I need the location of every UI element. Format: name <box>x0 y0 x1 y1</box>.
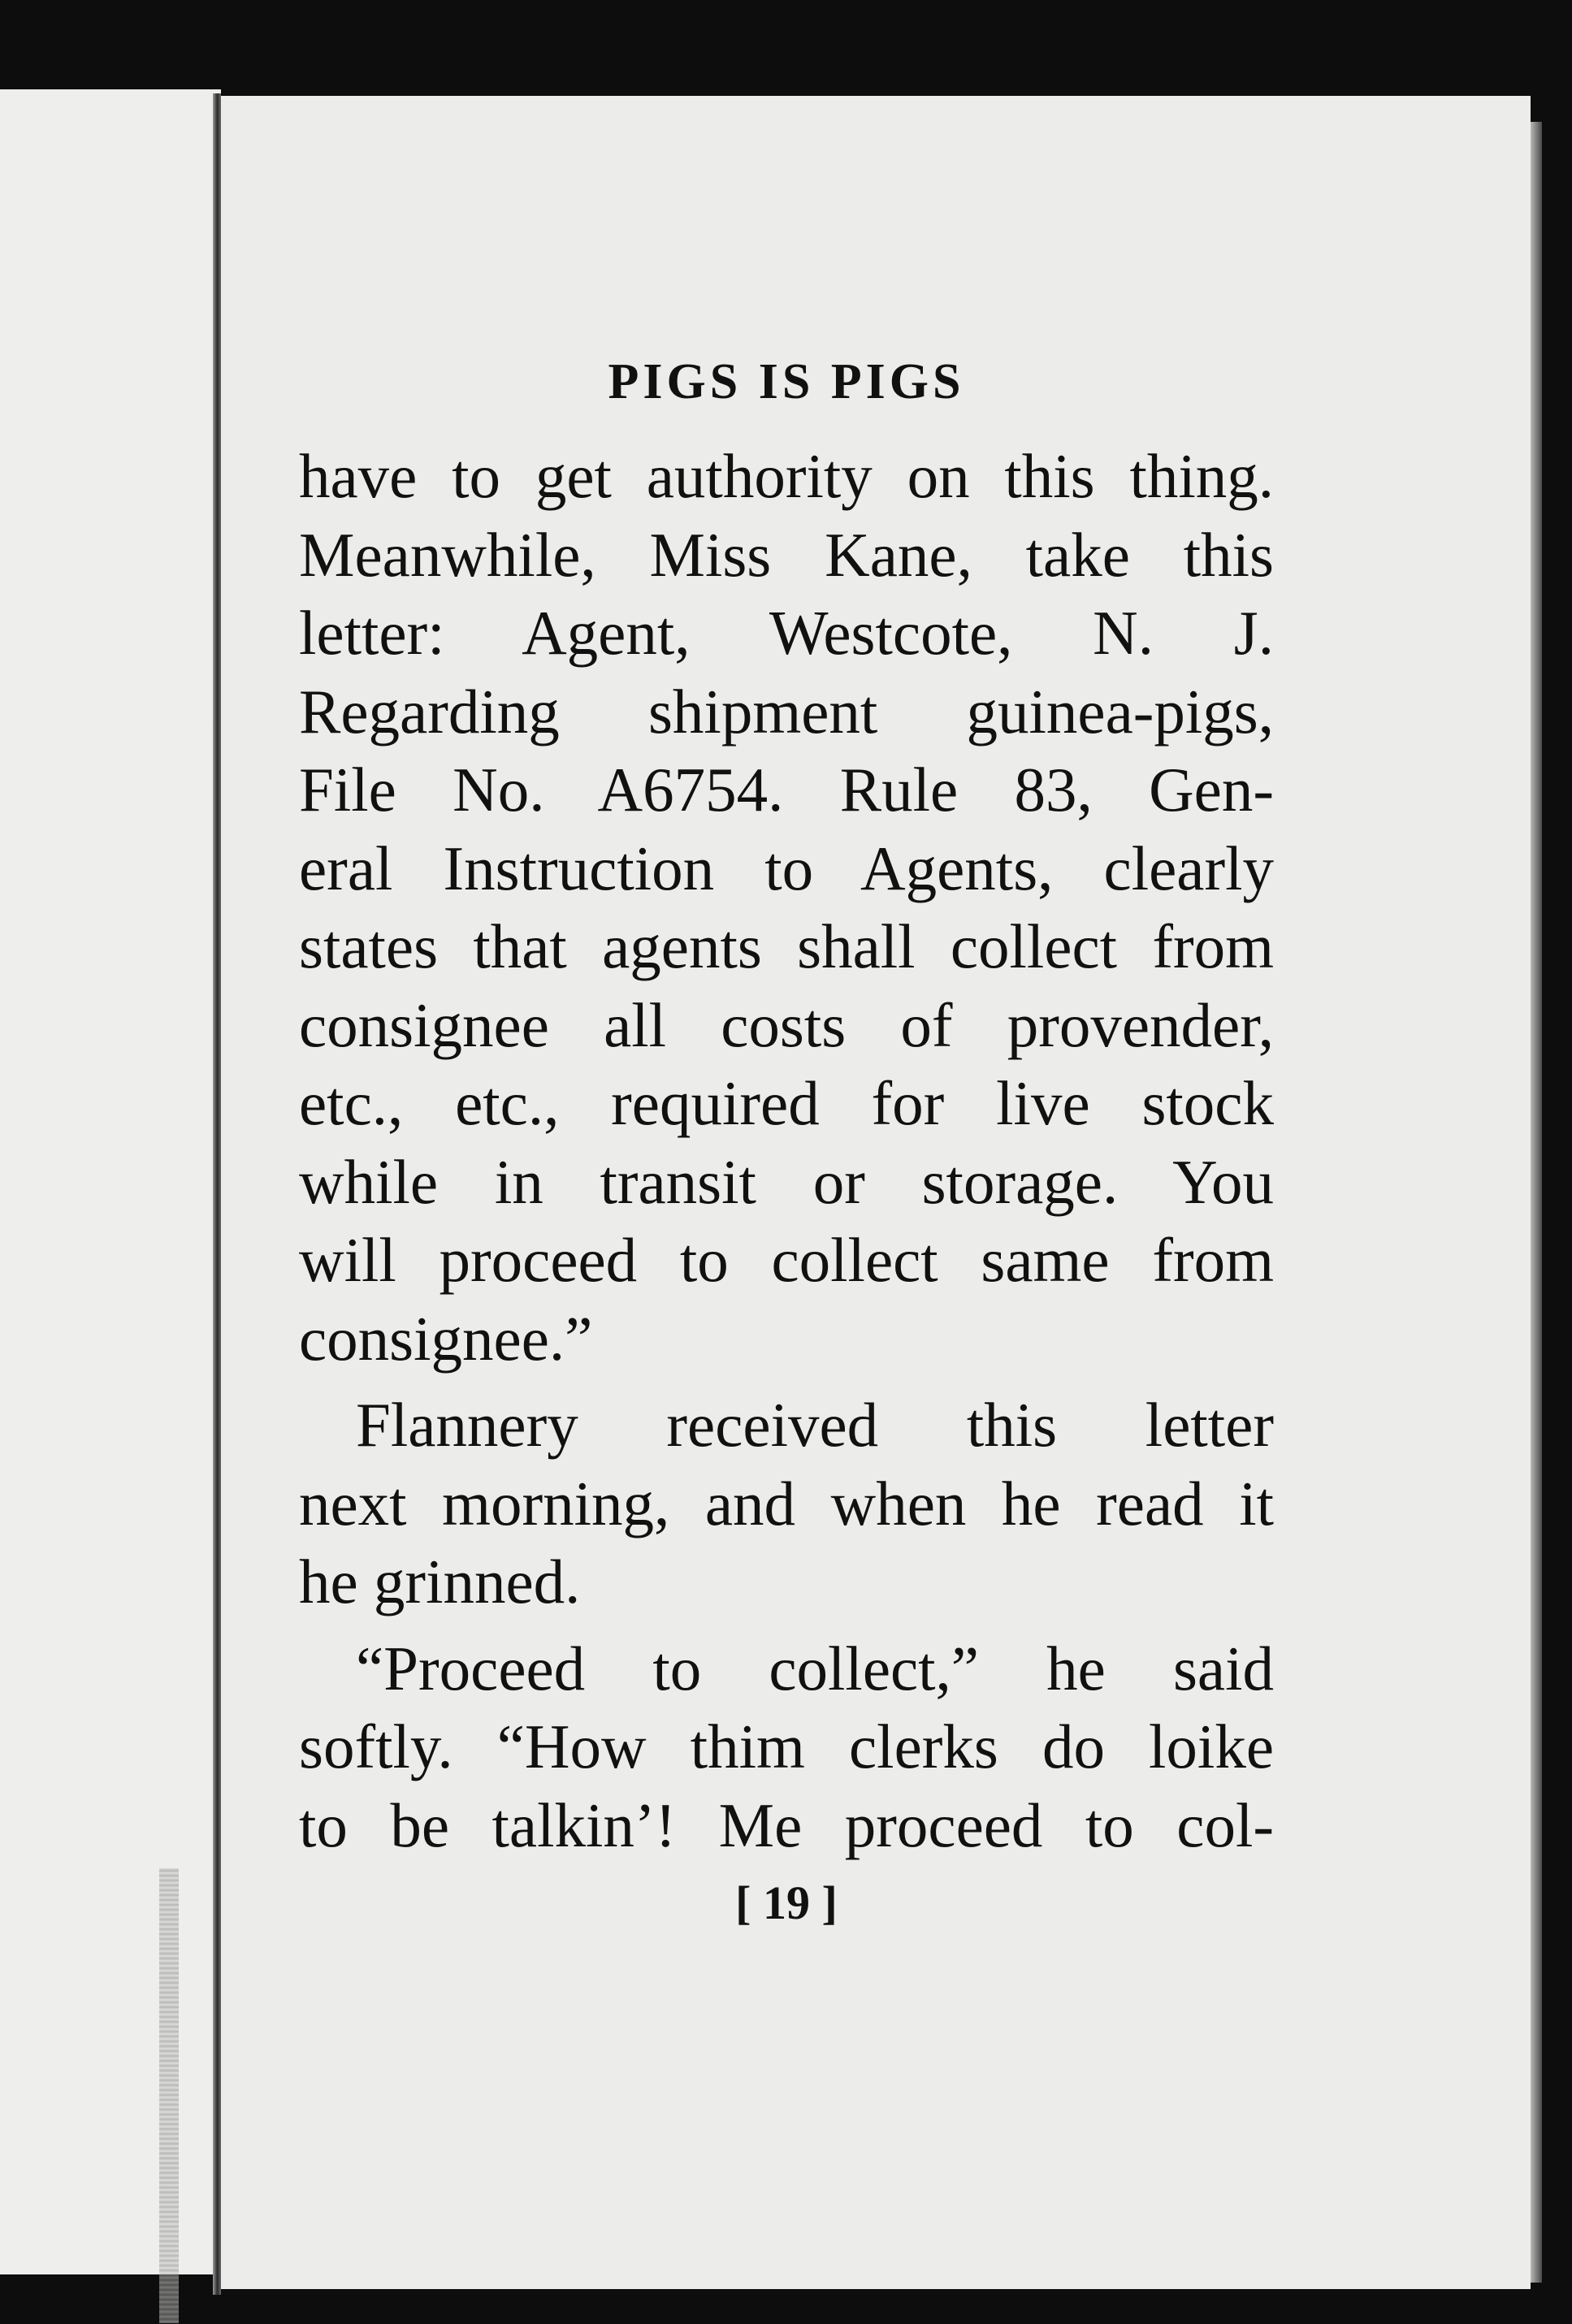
text-line: consignee.” <box>299 1303 593 1374</box>
page-right-edge <box>1531 122 1542 2283</box>
paragraph <box>299 437 1274 1378</box>
page-number: [ 19 ] <box>735 1876 838 1929</box>
paragraph <box>299 1629 1274 1865</box>
facing-page <box>0 89 221 2274</box>
text-line: states that agents shall collect from <box>299 911 1274 981</box>
page-edge-texture <box>159 1868 179 2323</box>
text-line: he grinned. <box>299 1547 581 1616</box>
text-line: will proceed to collect same from <box>299 1225 1274 1295</box>
text-line: while in transit or storage. You <box>299 1146 1274 1217</box>
text-line: to be talkin’! Me proceed to col- <box>299 1790 1274 1860</box>
text-line: “Proceed to collect,” he said <box>356 1633 1274 1703</box>
text-line: letter: Agent, Westcote, N. J. <box>299 598 1274 668</box>
text-line: next morning, and when he read it <box>299 1468 1274 1539</box>
text-line: etc., etc., required for live stock <box>299 1068 1274 1138</box>
text-line: have to get authority on this thing. <box>299 441 1274 511</box>
text-line: Flannery received this letter <box>356 1390 1274 1460</box>
text-line: Meanwhile, Miss Kane, take this <box>299 519 1274 590</box>
text-line: Regarding shipment guinea-pigs, <box>299 676 1274 747</box>
text-line: softly. “How thim clerks do loike <box>299 1712 1274 1781</box>
text-line: eral Instruction to Agents, clearly <box>299 833 1274 903</box>
text-line: consignee all costs of provender, <box>299 989 1274 1060</box>
book-gutter <box>213 93 221 2295</box>
paragraph <box>299 1386 1274 1621</box>
page-text-block <box>299 341 1274 1936</box>
text-line: File No. A6754. Rule 83, Gen- <box>299 755 1274 824</box>
running-head: PIGS IS PIGS <box>608 354 965 409</box>
